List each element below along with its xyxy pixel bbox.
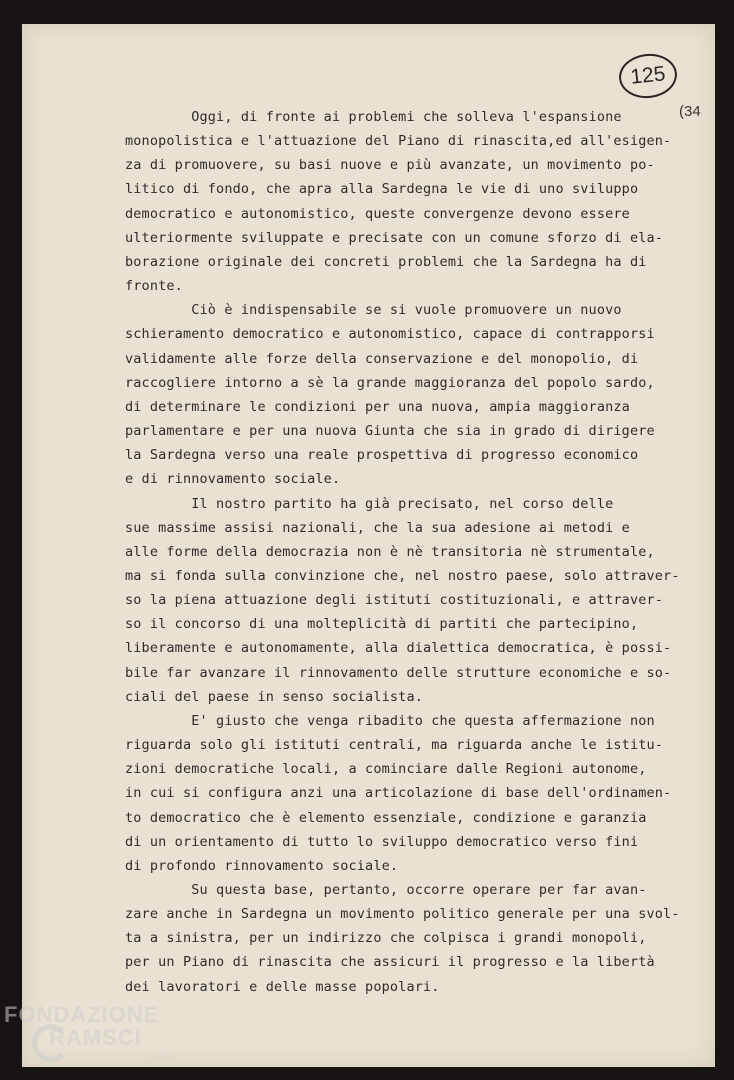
page-number-circled: 125: [629, 62, 667, 89]
text-line: dei lavoratori e delle masse popolari.: [125, 978, 440, 995]
text-line: ulteriormente sviluppate e precisate con un comune sforzo di ela-: [125, 229, 664, 246]
text-line: zioni democratiche locali, a cominciare dalle Regioni autonome,: [125, 761, 647, 778]
text-line: di determinare le condizioni per una nuova, ampia maggioranza: [125, 398, 630, 415]
text-line: per un Piano di rinascita che assicuri il progresso e la libertà: [125, 954, 655, 971]
watermark-line-1: FONDAZIONE: [4, 1002, 160, 1027]
text-line: Su questa base, pertanto, occorre operare per far avan-: [125, 882, 647, 898]
text-line: di un orientamento di tutto lo sviluppo democratico verso fini: [125, 833, 639, 850]
text-line: sue massime assisi nazionali, che la sua adesione ai metodi e: [125, 519, 630, 536]
text-line: Ciò è indispensabile se si vuole promuovere un nuovo: [125, 302, 622, 319]
text-line: to democratico che è elemento essenziale, condizione e garanzia: [125, 809, 647, 826]
watermark-line-2: RAMSCI: [49, 1025, 142, 1050]
watermark-suffix: onlus: [150, 1051, 172, 1061]
text-line: litico di fondo, che apra alla Sardegna le vie di uno sviluppo: [125, 181, 639, 198]
text-line: validamente alle forze della conservazione e del monopolio, di: [125, 350, 639, 367]
text-line: fronte.: [125, 278, 183, 295]
text-line: Oggi, di fronte ai problemi che solleva l'espansione: [125, 109, 622, 125]
text-line: zare anche in Sardegna un movimento politico generale per una svol-: [125, 906, 680, 923]
page-number-stamp: [617, 51, 679, 101]
text-line: ma si fonda sulla convinzione che, nel nostro paese, solo attraver-: [125, 567, 680, 584]
text-line: democratico e autonomistico, queste convergenze devono essere: [125, 205, 630, 222]
text-line: riguarda solo gli istituti centrali, ma riguarda anche le istitu-: [125, 737, 664, 754]
text-line: bile far avanzare il rinnovamento delle strutture economiche e so-: [125, 664, 672, 681]
text-line: e di rinnovamento sociale.: [125, 471, 341, 488]
text-line: ta a sinistra, per un indirizzo che colpisca i grandi monopoli,: [125, 930, 647, 947]
text-line: Il nostro partito ha già precisato, nel corso delle: [125, 495, 614, 512]
text-line: parlamentare e per una nuova Giunta che sia in grado di dirigere: [125, 423, 655, 440]
text-line: la Sardegna verso una reale prospettiva di progresso economico: [125, 447, 639, 464]
text-line: liberamente e autonomamente, alla dialettica democratica, è possi-: [125, 640, 672, 657]
text-line: so il concorso di una molteplicità di partiti che partecipino,: [125, 616, 639, 633]
text-line: in cui si configura anzi una articolazione di base dell'ordinamen-: [125, 785, 672, 802]
text-line: monopolistica e l'attuazione del Piano di rinascita,ed all'esigen-: [125, 133, 672, 150]
text-line: za di promuovere, su basi nuove e più avanzate, un movimento po-: [125, 157, 655, 174]
text-line: borazione originale dei concreti problemi che la Sardegna ha di: [125, 253, 647, 270]
text-line: di profondo rinnovamento sociale.: [125, 857, 399, 874]
text-line: schieramento democratico e autonomistico, capace di contrapporsi: [125, 326, 655, 343]
text-line: ciali del paese in senso socialista.: [125, 688, 423, 705]
text-line: raccogliere intorno a sè la grande maggioranza del popolo sardo,: [125, 374, 655, 391]
text-line: so la piena attuazione degli istituti costituzionali, e attraver-: [125, 592, 664, 609]
text-line: alle forme della democrazia non è nè transitoria nè strumentale,: [125, 543, 655, 560]
text-line: E' giusto che venga ribadito che questa affermazione non: [125, 712, 655, 729]
folio-number: (34: [679, 103, 701, 120]
document-body: [125, 105, 685, 999]
